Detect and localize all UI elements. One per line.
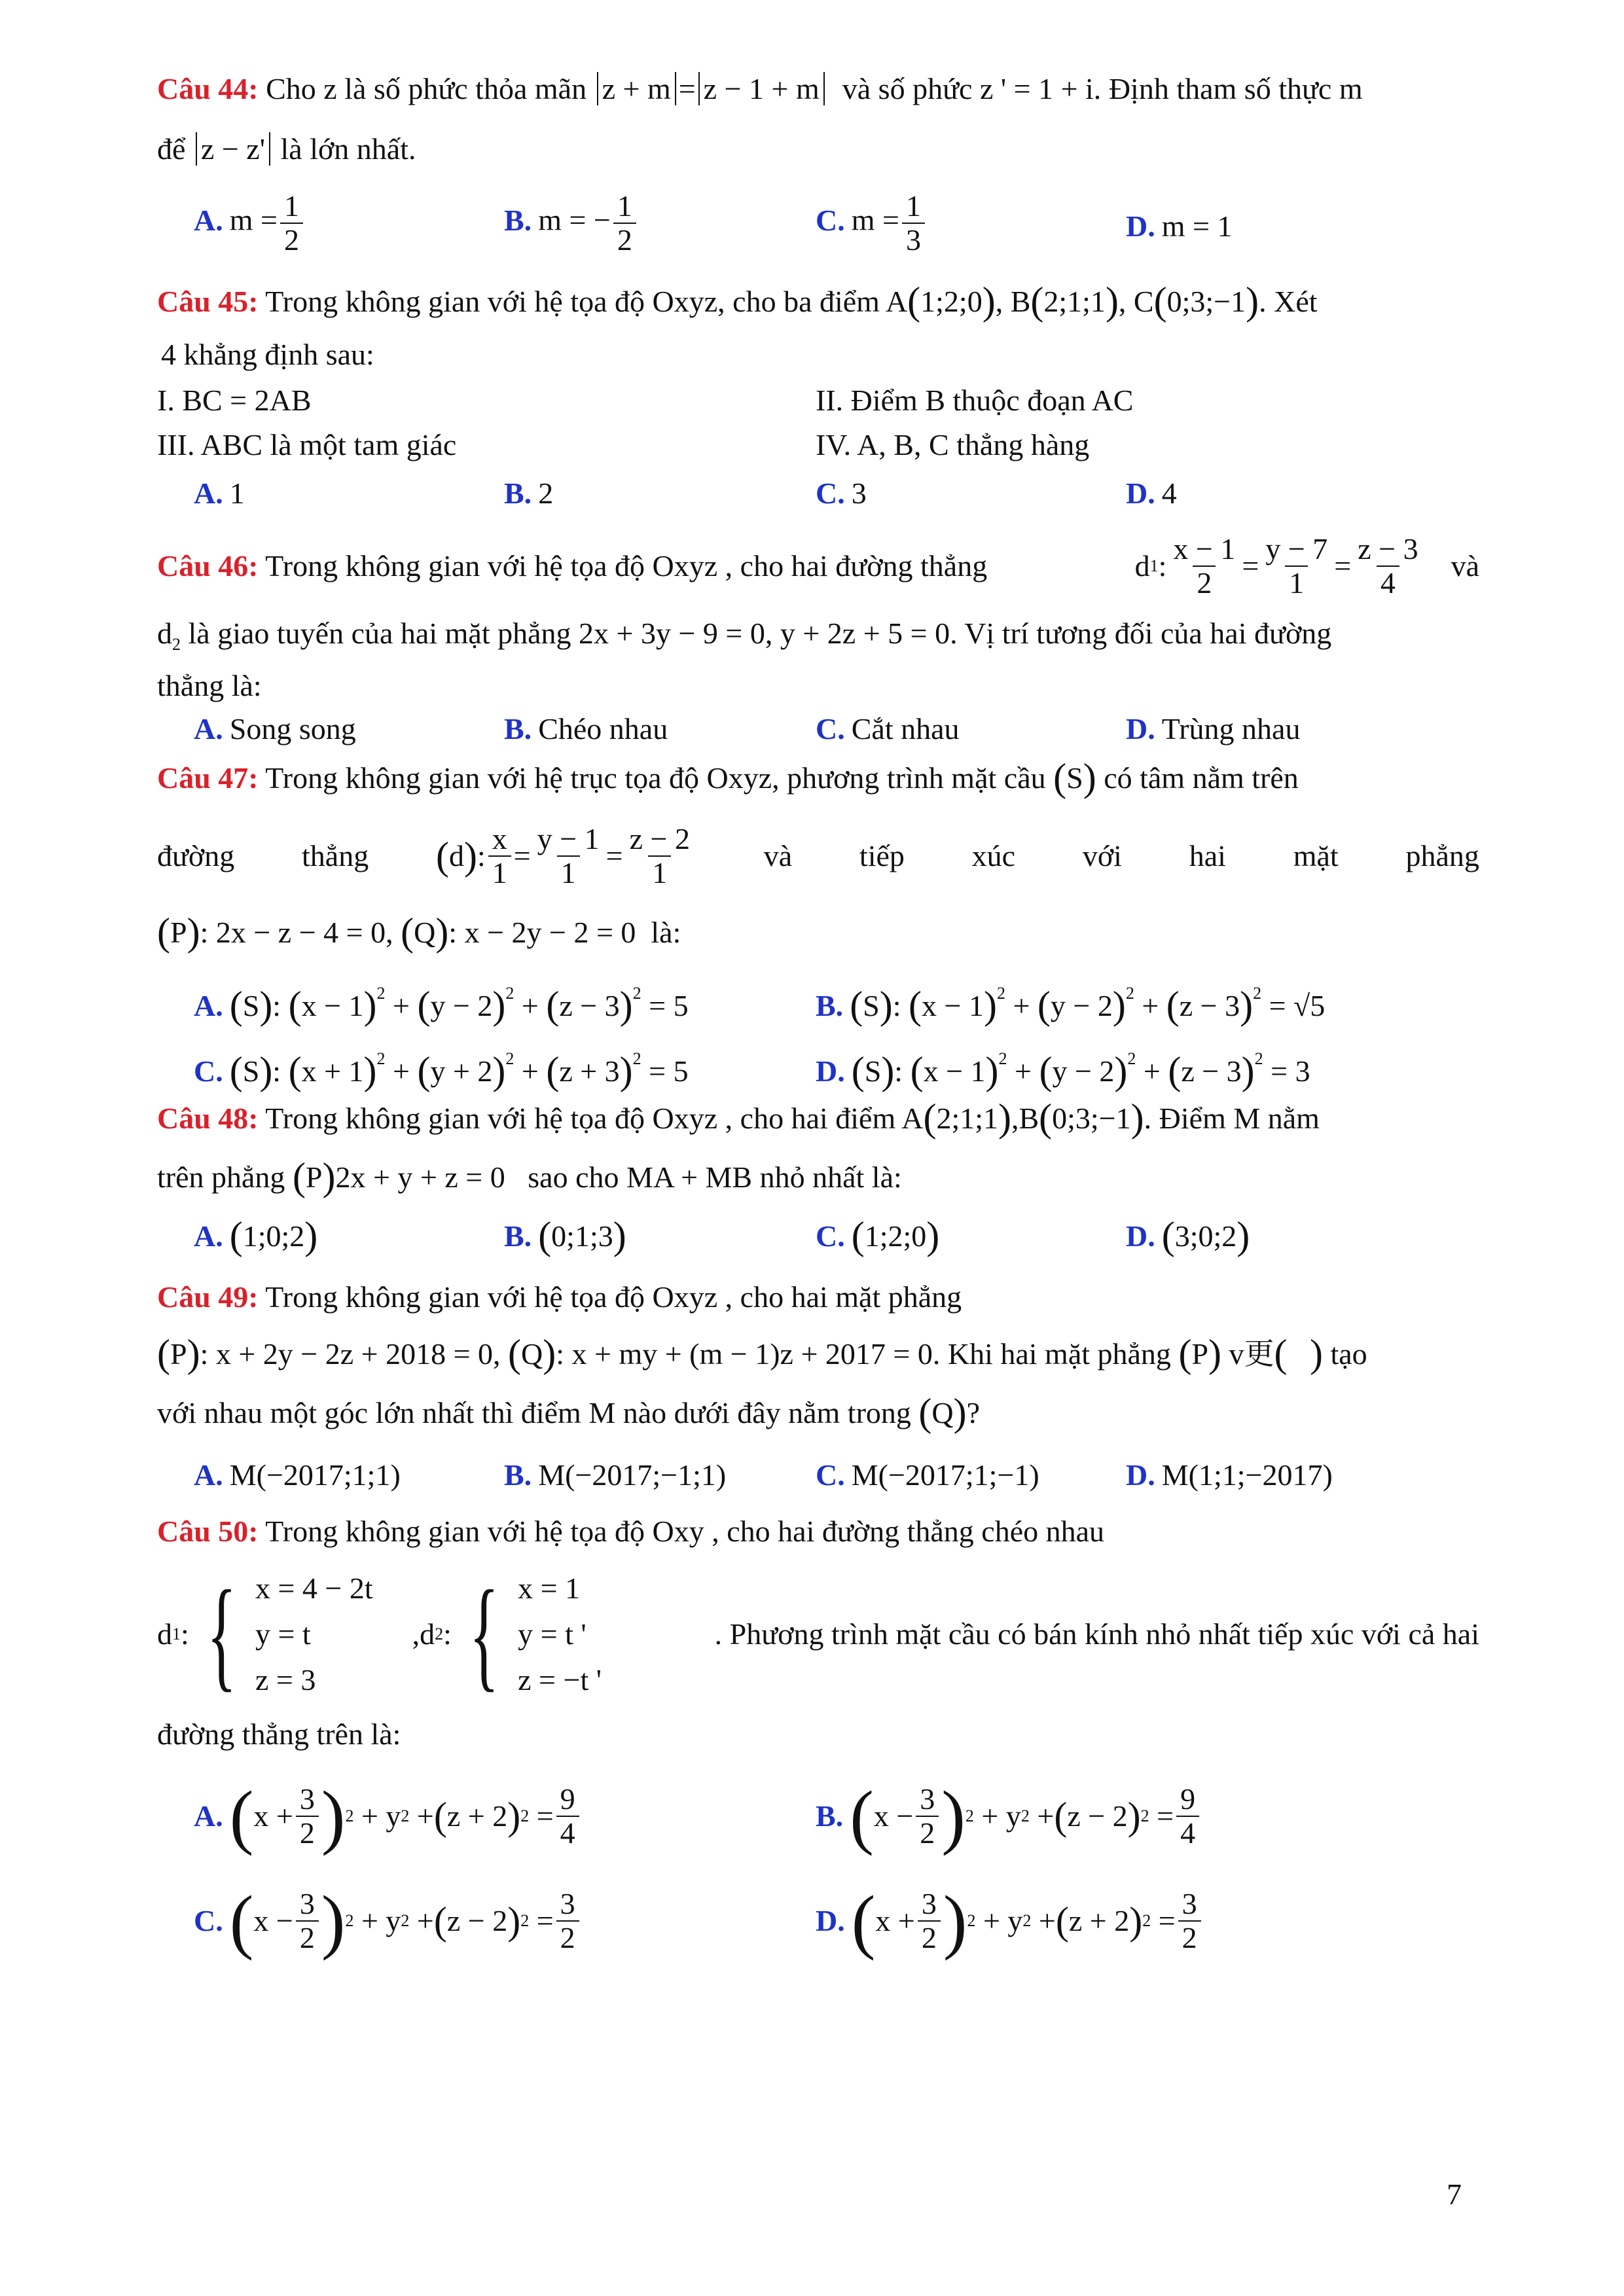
q45-option-d[interactable] bbox=[1126, 475, 1177, 512]
plane-p-eq: : 2x − z − 4 = 0, bbox=[200, 916, 393, 949]
eq-sign: = bbox=[1334, 549, 1352, 583]
exponent: 2 bbox=[1142, 1911, 1151, 1930]
q50-option-b[interactable]: B. ( x − $\frac{3}{2}$ ) 2 + y 2 + ( z − 2 ) 2 = $\frac{9}{4}$ bbox=[816, 1767, 1202, 1865]
q44-abs1: z + m bbox=[597, 72, 676, 105]
term: y + 2 bbox=[430, 1054, 493, 1088]
plane-q: Q bbox=[931, 1396, 954, 1429]
term: x − 1 bbox=[301, 989, 364, 1022]
q47-option-a[interactable]: A. (S): $(x - 1)^2 + (y - 2)^2 + (z - 3)^2 = 5$ bbox=[194, 984, 689, 1027]
q44-option-b[interactable] bbox=[504, 190, 639, 257]
page-number: 7 bbox=[1447, 2178, 1462, 2211]
exponent: 2 bbox=[1140, 1806, 1149, 1825]
q50-line1 bbox=[157, 1513, 1104, 1550]
q46-line2 bbox=[157, 615, 1479, 663]
q48-label: Câu 48: bbox=[157, 1102, 259, 1135]
term: x − bbox=[253, 1904, 293, 1937]
option-label: D. bbox=[1126, 712, 1155, 745]
q44-text3: Định tham số thực m bbox=[1108, 72, 1363, 105]
q46-label: Câu 46: bbox=[157, 549, 259, 583]
q49-option-d[interactable] bbox=[1126, 1457, 1333, 1494]
term: z − 3 bbox=[1181, 1054, 1242, 1088]
q48-text1: Trong không gian với hệ tọa độ Oxyz , cho hai điểm bbox=[265, 1102, 896, 1135]
rhs: = 3 bbox=[1271, 1054, 1310, 1088]
fraction-numerator: y − 7 bbox=[1265, 532, 1328, 565]
term: z − 2 bbox=[446, 1904, 508, 1937]
point-c: C bbox=[1133, 285, 1154, 318]
q46-text5: thẳng là: bbox=[157, 669, 262, 702]
plus: + bbox=[521, 1054, 539, 1088]
option-text: Chéo nhau bbox=[538, 712, 668, 745]
term: + y bbox=[983, 1904, 1023, 1937]
plus: + bbox=[1015, 1054, 1032, 1088]
q46-text2: và bbox=[1451, 549, 1479, 583]
plus: + bbox=[416, 1904, 434, 1937]
option-label: B. bbox=[816, 1799, 844, 1833]
q48-text2: . Điểm M nằm bbox=[1144, 1102, 1320, 1135]
q45-statement-3: III. ABC là một tam giác bbox=[157, 428, 457, 461]
q46-text1: Trong không gian với hệ tọa độ Oxyz , cho hai đường thẳng bbox=[265, 549, 988, 583]
colon: : bbox=[477, 839, 486, 872]
option-text: Trùng nhau bbox=[1161, 712, 1301, 745]
eq-sign: = bbox=[536, 1904, 554, 1937]
fraction-numerator: 9 bbox=[1180, 1782, 1196, 1816]
point-a: A bbox=[901, 1102, 924, 1135]
exponent: 2 bbox=[1022, 1911, 1032, 1930]
point-b: B bbox=[1010, 285, 1031, 318]
fraction-numerator: x bbox=[492, 822, 507, 855]
q44-line1 bbox=[157, 71, 1479, 107]
option-label: B. bbox=[504, 476, 532, 510]
system-row: x = 1 bbox=[518, 1571, 581, 1605]
exponent: 2 bbox=[505, 984, 514, 1003]
fraction-denominator: 1 bbox=[1285, 565, 1308, 600]
rhs: = √5 bbox=[1269, 989, 1326, 1022]
plus: + bbox=[416, 1799, 434, 1833]
fraction-numerator: 3 bbox=[920, 1782, 935, 1816]
term: y − 2 bbox=[430, 989, 493, 1022]
option-label: B. bbox=[504, 1219, 532, 1253]
exponent: 2 bbox=[632, 1049, 641, 1068]
q46-planes: 2x + 3y − 9 = 0, y + 2z + 5 = 0 bbox=[579, 617, 950, 650]
sphere-s: S bbox=[863, 989, 880, 1022]
system-row: y = t bbox=[255, 1617, 311, 1651]
plane-q-eq: : x − 2y − 2 = 0 bbox=[448, 916, 636, 949]
q49-line3: với nhau một góc lớn nhất thì điểm M nào dưới đây nằm trong (Q)? bbox=[157, 1391, 981, 1434]
fraction-denominator: 2 bbox=[613, 223, 636, 257]
fraction-denominator: 3 bbox=[902, 223, 925, 257]
word: hai bbox=[1189, 839, 1226, 872]
term: z + 2 bbox=[446, 1799, 508, 1833]
option-label: C. bbox=[816, 1458, 845, 1492]
q48-option-b[interactable]: B. (0;1;3) bbox=[504, 1214, 626, 1257]
q45-statement-4: IV. A, B, C thẳng hàng bbox=[816, 428, 1090, 461]
exponent: 2 bbox=[1125, 984, 1134, 1003]
q50-text3: đường thẳng trên là: bbox=[157, 1717, 401, 1751]
q46-option-c[interactable] bbox=[816, 711, 960, 747]
q48-line2: trên phẳng (P)2x + y + z = 0 sao cho MA + MB nhỏ nhất là: bbox=[157, 1155, 902, 1198]
option-text: 0;1;3 bbox=[551, 1219, 613, 1253]
separator: , bbox=[412, 1617, 420, 1651]
term: x + bbox=[253, 1799, 293, 1833]
option-label: C. bbox=[194, 1054, 223, 1088]
q49-option-b[interactable] bbox=[504, 1457, 726, 1494]
system-row: y = t ' bbox=[518, 1617, 586, 1651]
q49-text3: v更 bbox=[1229, 1337, 1274, 1371]
q47-text1: Trong không gian với hệ trục tọa độ Oxyz, phương trình mặt cầu bbox=[265, 761, 1046, 795]
fraction-numerator: 1 bbox=[905, 189, 921, 223]
q49-line1 bbox=[157, 1279, 962, 1316]
fraction-denominator: 4 bbox=[556, 1816, 579, 1850]
fraction-numerator: x − 1 bbox=[1173, 532, 1236, 565]
line-d: d bbox=[448, 839, 464, 872]
word: và bbox=[763, 839, 793, 872]
fraction-numerator: y − 1 bbox=[537, 822, 600, 855]
option-text: 1 bbox=[229, 476, 245, 510]
fraction-numerator: 3 bbox=[299, 1782, 315, 1816]
q49-line2: (P): x + 2y − 2z + 2018 = 0, (Q): x + my + (m − 1)z + 2017 = 0. Khi hai mặt phẳng (P) v更( ) tạo bbox=[157, 1332, 1367, 1375]
q44-abs2: z − 1 + m bbox=[698, 72, 825, 105]
plus: + bbox=[1013, 989, 1030, 1022]
q44-eq-sign: = bbox=[678, 72, 696, 105]
q45-text2: . Xét bbox=[1259, 285, 1318, 318]
plus: + bbox=[1142, 989, 1159, 1022]
q45-statement-1: I. BC = 2AB bbox=[157, 384, 312, 417]
system-row: z = −t ' bbox=[518, 1663, 602, 1696]
exponent: 2 bbox=[401, 1911, 410, 1930]
line-d1-sub: 1 bbox=[1149, 556, 1159, 575]
q48-option-d[interactable]: D. (3;0;2) bbox=[1126, 1214, 1250, 1257]
q44-text4: để bbox=[157, 132, 186, 166]
colon: : bbox=[1158, 549, 1167, 583]
option-text: Cắt nhau bbox=[851, 712, 960, 745]
q44-text2: và số phức bbox=[842, 72, 973, 105]
option-label: C. bbox=[816, 476, 845, 510]
exponent: 2 bbox=[967, 1911, 976, 1930]
q44-option-d[interactable] bbox=[1126, 208, 1232, 245]
term: x − 1 bbox=[922, 989, 984, 1022]
term: + y bbox=[361, 1799, 401, 1833]
eq-sign: = bbox=[1157, 1799, 1174, 1833]
q45-text1: Trong không gian với hệ tọa độ Oxyz, cho ba điểm bbox=[265, 285, 880, 318]
fraction-numerator: 3 bbox=[560, 1887, 575, 1920]
line-d1: d bbox=[1134, 549, 1150, 583]
plane-q-eq: : x + my + (m − 1)z + 2017 = 0. bbox=[556, 1337, 941, 1371]
term: z + 3 bbox=[559, 1054, 620, 1088]
q49-label: Câu 49: bbox=[157, 1280, 259, 1314]
plus: + bbox=[521, 989, 539, 1022]
plane-p: P bbox=[170, 916, 187, 949]
q45-option-b[interactable] bbox=[504, 475, 553, 512]
q44-zprime: z ' = 1 + i. bbox=[979, 72, 1102, 105]
word: đường bbox=[157, 839, 235, 872]
exponent: 2 bbox=[996, 984, 1005, 1003]
term: x + 1 bbox=[301, 1054, 364, 1088]
option-text: 3 bbox=[851, 476, 867, 510]
fraction-numerator: 3 bbox=[921, 1887, 937, 1920]
rhs: = 5 bbox=[649, 1054, 689, 1088]
plane-p-eq: : x + 2y − 2z + 2018 = 0, bbox=[200, 1337, 501, 1371]
line-d1-system: d 1 : { x = 4 − 2t y = t z = 3 , d 2 : { x = 1 y = t ' z = −t ' bbox=[157, 1566, 602, 1703]
exponent: 2 bbox=[345, 1911, 354, 1930]
q48-option-a[interactable]: A. (1;0;2) bbox=[194, 1214, 318, 1257]
q45-option-a[interactable] bbox=[194, 475, 245, 512]
q50-text2: . Phương trình mặt cầu có bán kính nhỏ nhất tiếp xúc với cả hai bbox=[714, 1617, 1479, 1651]
exponent: 2 bbox=[1020, 1806, 1030, 1825]
exponent: 2 bbox=[505, 1049, 514, 1068]
word: xúc bbox=[971, 839, 1016, 872]
plane-p: P bbox=[1191, 1337, 1209, 1371]
term: y − 2 bbox=[1050, 989, 1113, 1022]
q49-option-c[interactable] bbox=[816, 1457, 1039, 1494]
option-text: m = − bbox=[538, 203, 611, 237]
plane-q: Q bbox=[414, 916, 436, 949]
option-text: M(−2017;−1;1) bbox=[538, 1458, 727, 1492]
option-text: Song song bbox=[229, 712, 356, 745]
fraction-denominator: 2 bbox=[1178, 1920, 1201, 1954]
option-label: C. bbox=[194, 1904, 223, 1937]
option-text: m = bbox=[851, 203, 899, 237]
sphere-s: S bbox=[242, 989, 260, 1022]
q44-option-c[interactable] bbox=[816, 190, 928, 257]
term: z − 3 bbox=[1179, 989, 1240, 1022]
q48-option-c[interactable]: C. (1;2;0) bbox=[816, 1214, 940, 1257]
term: + y bbox=[981, 1799, 1021, 1833]
term: z − 3 bbox=[559, 989, 620, 1022]
sphere-s: S bbox=[242, 1054, 260, 1088]
fraction-denominator: 2 bbox=[918, 1920, 941, 1954]
option-label: B. bbox=[504, 712, 532, 745]
word: thẳng bbox=[302, 839, 369, 872]
q47-option-c[interactable]: C. (S): $(x + 1)^2 + (y + 2)^2 + (z + 3)^2 = 5$ bbox=[194, 1049, 689, 1092]
fraction-numerator: 3 bbox=[299, 1887, 315, 1920]
sphere-s: S bbox=[1066, 761, 1083, 795]
q45-option-c[interactable] bbox=[816, 475, 867, 512]
option-label: D. bbox=[816, 1904, 845, 1937]
q46-line1 bbox=[157, 524, 1479, 609]
line-d2-sub: 2 bbox=[172, 635, 181, 654]
q49-text5: với nhau một góc lớn nhất thì điểm M nào dưới đây nằm trong bbox=[157, 1396, 911, 1429]
q50-line2 bbox=[157, 1559, 1479, 1710]
option-text: m = bbox=[229, 203, 278, 237]
q49-text1: Trong không gian với hệ tọa độ Oxyz , cho hai mặt phẳng bbox=[265, 1280, 962, 1314]
eq-sign: = bbox=[1158, 1904, 1176, 1937]
option-label: A. bbox=[194, 1799, 223, 1833]
plus: + bbox=[1038, 1904, 1056, 1937]
fraction-denominator: 2 bbox=[296, 1816, 319, 1850]
q48-line1: Câu 48: Trong không gian với hệ tọa độ Oxyz , cho hai điểm A(2;1;1),B(0;3;−1). Điểm M nằm bbox=[157, 1096, 1320, 1139]
exponent: 2 bbox=[998, 1049, 1007, 1068]
exponent: 2 bbox=[401, 1806, 410, 1825]
fraction-denominator: 4 bbox=[1377, 565, 1399, 600]
exponent: 2 bbox=[520, 1911, 530, 1930]
exponent: 2 bbox=[1254, 1049, 1263, 1068]
option-label: A. bbox=[194, 1219, 223, 1253]
option-label: B. bbox=[504, 1458, 532, 1492]
option-label: A. bbox=[194, 989, 223, 1022]
line-d2: d bbox=[157, 617, 172, 650]
system-row: z = 3 bbox=[255, 1663, 316, 1696]
term: + y bbox=[361, 1904, 401, 1937]
q49-option-a[interactable] bbox=[194, 1457, 401, 1494]
point-b-coord: 0;3;−1 bbox=[1052, 1102, 1131, 1135]
q44-abs3: z − z' bbox=[196, 132, 270, 166]
plus: + bbox=[1143, 1054, 1161, 1088]
q46-option-a[interactable] bbox=[194, 711, 356, 747]
option-text: 4 bbox=[1161, 476, 1177, 510]
fraction-denominator: 2 bbox=[280, 223, 303, 257]
eq-sign: = bbox=[536, 1799, 554, 1833]
plus: + bbox=[393, 1054, 410, 1088]
eq-sign: = bbox=[513, 839, 531, 872]
plus: + bbox=[393, 989, 410, 1022]
q47-text3: là: bbox=[651, 916, 681, 949]
q44-option-a[interactable] bbox=[194, 190, 306, 257]
sphere-s: S bbox=[864, 1054, 882, 1088]
q46-option-b[interactable] bbox=[504, 711, 668, 747]
option-label: D. bbox=[1126, 1458, 1155, 1492]
q49-text6: ? bbox=[966, 1396, 981, 1429]
option-label: B. bbox=[504, 203, 532, 237]
fraction-denominator: 1 bbox=[557, 855, 580, 889]
option-label: A. bbox=[194, 476, 223, 510]
q47-line2: đường thẳng ( d ) : $\frac{x}{1}$ = $\frac{y - 1}{1}$ = $\frac{z - 2}{1}$ và tiếp xúc với hai mặt phẳng bbox=[157, 822, 1479, 889]
q50-option-c[interactable]: C. ( x − $\frac{3}{2}$ ) 2 + y 2 + ( z − 2 ) 2 = $\frac{3}{2}$ bbox=[194, 1872, 582, 1970]
q50-text1: Trong không gian với hệ tọa độ Oxy , cho hai đường thẳng chéo nhau bbox=[265, 1515, 1105, 1548]
q48-text3: trên phẳng bbox=[157, 1160, 285, 1194]
option-text: 3;0;2 bbox=[1174, 1219, 1237, 1253]
exponent: 2 bbox=[632, 984, 641, 1003]
option-label: C. bbox=[816, 203, 845, 237]
eq-sign: = bbox=[605, 839, 623, 872]
q50-option-d[interactable]: D. ( x + $\frac{3}{2}$ ) 2 + y 2 + ( z + 2 ) 2 = $\frac{3}{2}$ bbox=[816, 1872, 1204, 1970]
q47-label: Câu 47: bbox=[157, 761, 259, 795]
fraction-numerator: z − 3 bbox=[1358, 532, 1418, 565]
exponent: 2 bbox=[1253, 984, 1262, 1003]
point-a: A bbox=[885, 285, 908, 318]
q47-option-b[interactable]: B. (S): $(x - 1)^2 + (y - 2)^2 + (z - 3)^2 = √5$ bbox=[816, 984, 1326, 1027]
line-d1-sub: 1 bbox=[172, 1624, 181, 1643]
option-text: 1;2;0 bbox=[864, 1219, 927, 1253]
exponent: 2 bbox=[520, 1806, 530, 1825]
q45-text3: 4 khẳng định sau: bbox=[161, 338, 374, 371]
fraction-numerator: 3 bbox=[1182, 1887, 1197, 1920]
point-c-coord: 0;3;−1 bbox=[1166, 285, 1246, 318]
q46-text3: là giao tuyến của hai mặt phẳng bbox=[188, 617, 571, 650]
option-label: D. bbox=[816, 1054, 845, 1088]
q45-label: Câu 45: bbox=[157, 285, 259, 318]
point-a-coord: 1;2;0 bbox=[920, 285, 983, 318]
q50-label: Câu 50: bbox=[157, 1515, 259, 1548]
fraction-denominator: 1 bbox=[488, 855, 511, 889]
q47-line1: Câu 47: Trong không gian với hệ trục tọa độ Oxyz, phương trình mặt cầu (S) có tâm nằm trên bbox=[157, 756, 1299, 799]
word: mặt bbox=[1293, 839, 1339, 872]
fraction-denominator: 4 bbox=[1176, 1816, 1199, 1850]
term: x + bbox=[875, 1904, 915, 1937]
option-label: C. bbox=[816, 1219, 845, 1253]
option-label: C. bbox=[816, 712, 845, 745]
option-label: A. bbox=[194, 203, 223, 237]
q45-line1: Câu 45: Trong không gian với hệ tọa độ Oxyz, cho ba điểm A(1;2;0), B(2;1;1), C(0;3;−1). Xét bbox=[157, 279, 1318, 323]
q44-line2 bbox=[157, 131, 416, 168]
exponent: 2 bbox=[376, 1049, 386, 1068]
plus: + bbox=[1037, 1799, 1055, 1833]
fraction-numerator: 9 bbox=[560, 1782, 575, 1816]
exponent: 2 bbox=[376, 984, 386, 1003]
plane-p: P bbox=[170, 1337, 187, 1371]
word: tiếp bbox=[859, 839, 905, 872]
word: với bbox=[1082, 839, 1122, 872]
q50-option-a[interactable]: A. ( x + $\frac{3}{2}$ ) 2 + y 2 + ( z + 2 ) 2 = $\frac{9}{4}$ bbox=[194, 1767, 582, 1865]
option-text: 1;0;2 bbox=[242, 1219, 305, 1253]
line-d2: d bbox=[420, 1617, 435, 1651]
point-a-coord: 2;1;1 bbox=[936, 1102, 998, 1135]
fraction-denominator: 2 bbox=[916, 1816, 939, 1850]
option-label: A. bbox=[194, 712, 223, 745]
plane-q: Q bbox=[521, 1337, 543, 1371]
q49-text4: tạo bbox=[1330, 1337, 1367, 1371]
exponent: 2 bbox=[965, 1806, 974, 1825]
term: z − 2 bbox=[1067, 1799, 1128, 1833]
q44-text5: là lớn nhất. bbox=[280, 132, 416, 166]
q47-option-d[interactable]: D. (S): $(x - 1)^2 + (y - 2)^2 + (z - 3)^2 = 3$ bbox=[816, 1049, 1310, 1092]
fraction-denominator: 1 bbox=[648, 855, 671, 889]
term: x − 1 bbox=[923, 1054, 986, 1088]
term: y − 2 bbox=[1052, 1054, 1115, 1088]
option-label: D. bbox=[1126, 476, 1155, 510]
fraction-numerator: z − 2 bbox=[629, 822, 690, 855]
q48-text4: sao cho MA + MB nhỏ nhất là: bbox=[528, 1160, 902, 1194]
fraction-numerator: 1 bbox=[283, 189, 299, 223]
fraction-denominator: 2 bbox=[1193, 565, 1216, 600]
rhs: = 5 bbox=[649, 989, 689, 1022]
plane-p: P bbox=[305, 1160, 323, 1194]
fraction-denominator: 2 bbox=[556, 1920, 579, 1954]
plane-p-eq: 2x + y + z = 0 bbox=[335, 1160, 505, 1194]
option-label: B. bbox=[816, 989, 844, 1022]
option-text: m = 1 bbox=[1161, 209, 1233, 243]
word: phẳng bbox=[1405, 839, 1479, 872]
q47-text2: có tâm nằm trên bbox=[1104, 761, 1299, 795]
term: z + 2 bbox=[1068, 1904, 1130, 1937]
point-b-coord: 2;1;1 bbox=[1043, 285, 1106, 318]
line-d1: d bbox=[157, 1617, 172, 1651]
exponent: 2 bbox=[1127, 1049, 1136, 1068]
system-row: x = 4 − 2t bbox=[255, 1571, 373, 1605]
option-label: D. bbox=[1126, 1219, 1155, 1253]
q44-label: Câu 44: bbox=[157, 72, 259, 105]
option-text: M(1;1;−2017) bbox=[1161, 1458, 1333, 1492]
exponent: 2 bbox=[345, 1806, 354, 1825]
line-d2-sub: 2 bbox=[435, 1624, 444, 1643]
q46-text4: . Vị trí tương đối của hai đường bbox=[950, 617, 1332, 650]
option-label: A. bbox=[194, 1458, 223, 1492]
option-text: M(−2017;1;1) bbox=[229, 1458, 401, 1492]
fraction-numerator: 1 bbox=[617, 189, 632, 223]
q49-text2: Khi hai mặt phẳng bbox=[947, 1337, 1171, 1371]
eq-sign: = bbox=[1242, 549, 1259, 583]
term: x − bbox=[873, 1799, 914, 1833]
point-b: B bbox=[1019, 1102, 1039, 1135]
q45-statement-2: II. Điểm B thuộc đoạn AC bbox=[816, 384, 1134, 417]
option-text: M(−2017;1;−1) bbox=[851, 1458, 1039, 1492]
q46-option-d[interactable] bbox=[1126, 711, 1300, 747]
fraction-denominator: 2 bbox=[296, 1920, 319, 1954]
q44-text1: Cho z là số phức thỏa mãn bbox=[266, 72, 587, 105]
option-label: D. bbox=[1126, 209, 1155, 243]
option-text: 2 bbox=[538, 476, 554, 510]
q47-line3: (P): 2x − z − 4 = 0, (Q): x − 2y − 2 = 0 là: bbox=[157, 910, 681, 954]
